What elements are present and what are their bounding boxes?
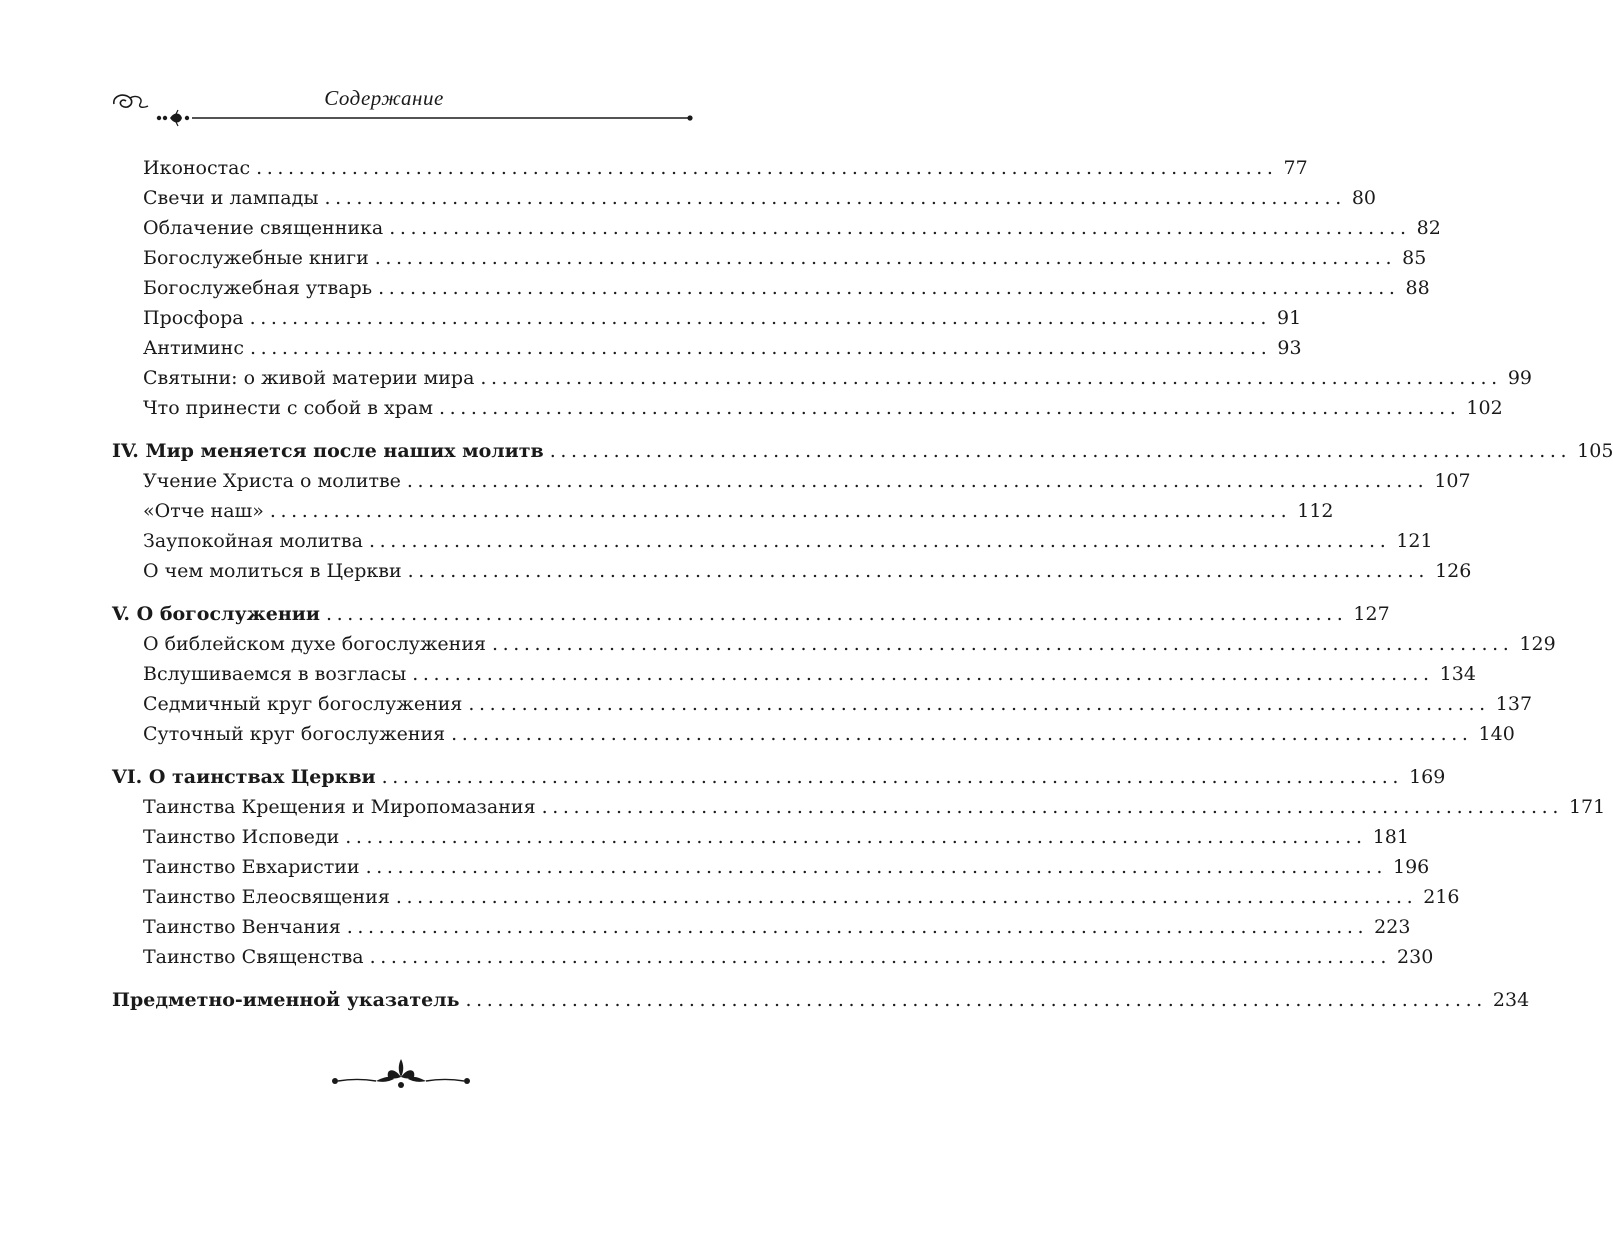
- page-number: 80: [1351, 187, 1377, 209]
- toc-entry[interactable]: Иконостас ................................................................................................ 77: [112, 153, 687, 183]
- leader-dots: ................................................................................................: [395, 886, 1418, 908]
- page-number: 169: [1409, 766, 1446, 788]
- toc-entry[interactable]: Седмичный круг богослужения ................................................................................................ 137: [112, 689, 687, 719]
- toc-section-index: [112, 985, 1530, 1015]
- page-number: 196: [1392, 856, 1430, 878]
- page-number: 127: [1353, 603, 1390, 625]
- toc-section-iv: [112, 436, 1613, 586]
- toc-entry[interactable]: Таинства Крещения и Миропомазания ................................................................................................ 171: [112, 792, 687, 822]
- page-number: 102: [1466, 397, 1503, 419]
- table-of-contents: [112, 153, 1613, 1028]
- page-number: 91: [1277, 307, 1302, 329]
- page-number: 88: [1405, 277, 1430, 299]
- leader-dots: ................................................................................................: [249, 337, 1272, 359]
- leader-dots: ................................................................................................: [480, 367, 1502, 389]
- toc-entry[interactable]: О библейском духе богослужения ................................................................................................ 129: [112, 629, 687, 659]
- page-number: 137: [1495, 693, 1533, 715]
- toc-entry[interactable]: Свечи и лампады ................................................................................................ 80: [112, 183, 687, 213]
- leader-dots: ................................................................................................: [345, 826, 1367, 848]
- leader-dots: ................................................................................................: [407, 560, 1430, 582]
- leader-dots: ................................................................................................: [381, 766, 1404, 788]
- leader-dots: ................................................................................................: [369, 946, 1392, 968]
- leader-dots: ................................................................................................: [378, 277, 1400, 299]
- leader-dots: ................................................................................................: [346, 916, 1369, 938]
- toc-entry[interactable]: Просфора ................................................................................................ 91: [112, 303, 687, 333]
- leader-dots: ................................................................................................: [465, 989, 1487, 1011]
- toc-entry[interactable]: Что принести с собой в храм ................................................................................................ 102: [112, 393, 687, 423]
- leader-dots: ................................................................................................: [439, 397, 1461, 419]
- leader-dots: ................................................................................................: [365, 856, 1387, 878]
- page-number: 216: [1423, 886, 1460, 908]
- toc-entry[interactable]: Богослужебные книги ................................................................................................ 85: [112, 243, 687, 273]
- leader-dots: ................................................................................................: [249, 307, 1272, 329]
- toc-entry[interactable]: Учение Христа о молитве ................................................................................................ 107: [112, 466, 687, 496]
- page-number: 107: [1434, 470, 1471, 492]
- toc-entry[interactable]: «Отче наш» ................................................................................................ 112: [112, 496, 687, 526]
- toc-entry[interactable]: О чем молиться в Церкви ................................................................................................ 126: [112, 556, 687, 586]
- page-number: 140: [1478, 723, 1515, 745]
- toc-chapter-heading[interactable]: V. О богослужении ................................................................................................ 127: [112, 599, 687, 629]
- toc-entry[interactable]: Таинство Исповеди ................................................................................................ 181: [112, 822, 687, 852]
- toc-entry[interactable]: Святыни: о живой материи мира ................................................................................................ 99: [112, 363, 687, 393]
- leader-dots: ................................................................................................: [541, 796, 1563, 818]
- page-number: 112: [1297, 500, 1334, 522]
- leader-dots: ................................................................................................: [406, 470, 1429, 492]
- page-number: 134: [1439, 663, 1476, 685]
- toc-entry[interactable]: Облачение священника ................................................................................................ 82: [112, 213, 687, 243]
- toc-chapter-heading[interactable]: Предметно-именной указатель ................................................................................................ 234: [112, 985, 687, 1015]
- toc-section-continued: [112, 153, 1532, 423]
- header-flourish-icon: [110, 92, 694, 128]
- page-number: 99: [1507, 367, 1532, 389]
- page-number: 181: [1372, 826, 1409, 848]
- toc-entry[interactable]: Богослужебная утварь ................................................................................................ 88: [112, 273, 687, 303]
- leader-dots: ................................................................................................: [325, 603, 1348, 625]
- page-number: 126: [1435, 560, 1472, 582]
- footer-fleuron-icon: [330, 1055, 472, 1097]
- toc-entry[interactable]: Суточный круг богослужения ................................................................................................ 140: [112, 719, 687, 749]
- leader-dots: ................................................................................................: [412, 663, 1434, 685]
- toc-section-vi: [112, 762, 1606, 972]
- leader-dots: ................................................................................................: [324, 187, 1346, 209]
- page-header-title: Содержание: [324, 86, 444, 110]
- toc-entry[interactable]: Таинство Елеосвящения ................................................................................................ 216: [112, 882, 687, 912]
- page-number: 82: [1416, 217, 1441, 239]
- toc-chapter-heading[interactable]: VI. О таинствах Церкви ................................................................................................ 169: [112, 762, 687, 792]
- leader-dots: ................................................................................................: [549, 440, 1572, 462]
- leader-dots: ................................................................................................: [468, 693, 1490, 715]
- toc-entry[interactable]: Таинство Венчания ................................................................................................ 223: [112, 912, 687, 942]
- page-number: 105: [1577, 440, 1613, 462]
- toc-entry[interactable]: Заупокойная молитва ................................................................................................ 121: [112, 526, 687, 556]
- page-number: 85: [1402, 247, 1427, 269]
- leader-dots: ................................................................................................: [269, 500, 1292, 522]
- toc-section-v: [112, 599, 1556, 749]
- toc-chapter-heading[interactable]: IV. Мир меняется после наших молитв ................................................................................................ 105: [112, 436, 687, 466]
- toc-entry[interactable]: Таинство Евхаристии ................................................................................................ 196: [112, 852, 687, 882]
- toc-entry[interactable]: Таинство Священства ................................................................................................ 230: [112, 942, 687, 972]
- page-number: 77: [1283, 157, 1308, 179]
- page-number: 93: [1277, 337, 1302, 359]
- page-number: 121: [1396, 530, 1433, 552]
- leader-dots: ................................................................................................: [374, 247, 1397, 269]
- leader-dots: ................................................................................................: [256, 157, 1278, 179]
- leader-dots: ................................................................................................: [491, 633, 1514, 655]
- leader-dots: ................................................................................................: [451, 723, 1473, 745]
- page-number: 129: [1519, 633, 1556, 655]
- leader-dots: ................................................................................................: [389, 217, 1411, 239]
- page-number: 171: [1568, 796, 1606, 818]
- page-number: 234: [1492, 989, 1530, 1011]
- toc-entry[interactable]: Вслушиваемся в возгласы ................................................................................................ 134: [112, 659, 687, 689]
- leader-dots: ................................................................................................: [368, 530, 1391, 552]
- page-number: 230: [1397, 946, 1434, 968]
- page-number: 223: [1374, 916, 1411, 938]
- toc-entry[interactable]: Антиминс ................................................................................................ 93: [112, 333, 687, 363]
